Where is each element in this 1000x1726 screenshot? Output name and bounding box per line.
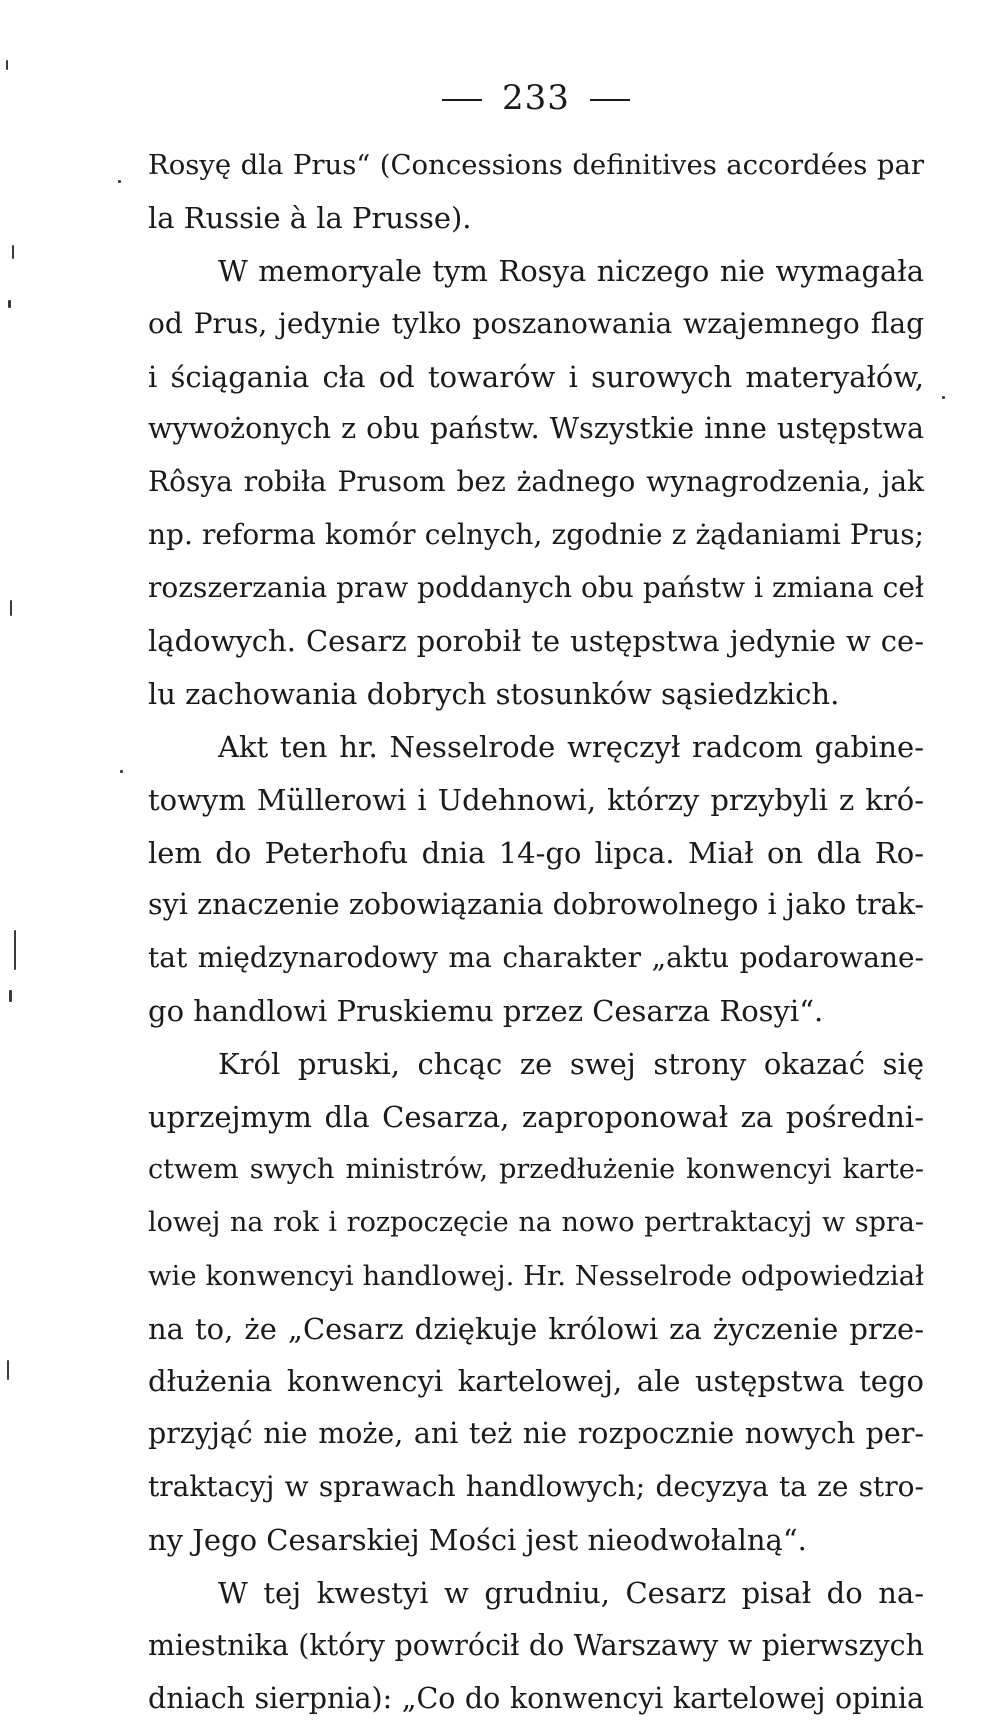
text-line: W memoryale tym Rosya niczego nie wymagała bbox=[218, 253, 924, 288]
text-line: miestnika (który powrócił do Warszawy w pierwszych bbox=[148, 1628, 924, 1662]
text-line: Rosyę dla Prus“ (Concessions definitives accordées par bbox=[148, 149, 924, 181]
text-line: lądowych. Cesarz porobił te ustępstwa jedynie w ce- bbox=[148, 624, 924, 659]
text-line: wywożonych z obu państw. Wszystkie inne ustępstwa bbox=[148, 412, 924, 446]
scan-speck bbox=[7, 1360, 9, 1380]
header-dash-right bbox=[590, 99, 630, 101]
text-line: towym Müllerowi i Udehnowi, którzy przybyli z kró- bbox=[148, 782, 924, 817]
text-line: Król pruski, chcąc ze swej strony okazać się bbox=[218, 1047, 924, 1082]
scan-speck bbox=[6, 60, 8, 70]
scan-speck bbox=[942, 396, 945, 399]
text-line: rozszerzania praw poddanych obu państw i zmiana ceł bbox=[148, 571, 924, 605]
scan-speck bbox=[14, 930, 16, 970]
text-line: od Prus, jedynie tylko poszanowania wzajemnego flag bbox=[148, 306, 924, 340]
scan-speck bbox=[120, 770, 123, 773]
page-header bbox=[36, 68, 1000, 128]
text-line: la Russie à la Prusse). bbox=[148, 200, 472, 235]
body-text bbox=[148, 139, 924, 1726]
text-line: go handlowi Pruskiemu przez Cesarza Rosyi“. bbox=[148, 994, 824, 1029]
text-line: Rôsya robiła Prusom bez żadnego wynagrodzenia, jak bbox=[148, 465, 924, 499]
page-number: 233 bbox=[502, 78, 570, 118]
text-line: tat międzynarodowy ma charakter „aktu podarowane- bbox=[148, 941, 924, 975]
text-line: przyjąć nie może, ani też nie rozpocznie nowych per- bbox=[148, 1417, 924, 1451]
scan-speck bbox=[9, 990, 12, 1002]
text-line: syi znaczenie zobowiązania dobrowolnego i jako trak- bbox=[148, 888, 924, 922]
text-line: dniach sierpnia): „Co do konwencyi kartelowej opinia bbox=[148, 1681, 924, 1715]
text-line: na to, że „Cesarz dziękuje królowi za życzenie prze- bbox=[148, 1311, 924, 1346]
text-line: Akt ten hr. Nesselrode wręczył radcom gabine- bbox=[218, 729, 924, 764]
scan-speck bbox=[8, 300, 11, 308]
text-line: lowej na rok i rozpoczęcie na nowo pertraktacyj w spra- bbox=[148, 1206, 924, 1238]
text-line: lem do Peterhofu dnia 14-go lipca. Miał on dla Ro- bbox=[148, 835, 924, 870]
text-line: i ściągania cła od towarów i surowych materyałów, bbox=[148, 359, 924, 394]
text-line: uprzejmym dla Cesarza, zaproponował za pośredni- bbox=[148, 1100, 924, 1135]
text-line: W tej kwestyi w grudniu, Cesarz pisał do na- bbox=[218, 1576, 924, 1611]
text-line: np. reforma komór celnych, zgodnie z żądaniami Prus; bbox=[148, 518, 924, 552]
scan-speck bbox=[118, 180, 121, 183]
text-line: dłużenia konwencyi kartelowej, ale ustępstwa tego bbox=[148, 1364, 924, 1399]
text-line: ny Jego Cesarskiej Mości jest nieodwołalną“. bbox=[148, 1523, 807, 1558]
scan-speck bbox=[12, 245, 14, 259]
text-line: traktacyj w sprawach handlowych; decyzya ta ze stro- bbox=[148, 1470, 924, 1504]
text-line: lu zachowania dobrych stosunków sąsiedzkich. bbox=[148, 676, 840, 711]
scan-speck bbox=[10, 600, 12, 616]
text-line: ctwem swych ministrów, przedłużenie konwencyi karte- bbox=[148, 1153, 924, 1185]
header-dash-left bbox=[442, 99, 482, 101]
text-line: wie konwencyi handlowej. Hr. Nesselrode odpowiedział bbox=[148, 1259, 924, 1292]
